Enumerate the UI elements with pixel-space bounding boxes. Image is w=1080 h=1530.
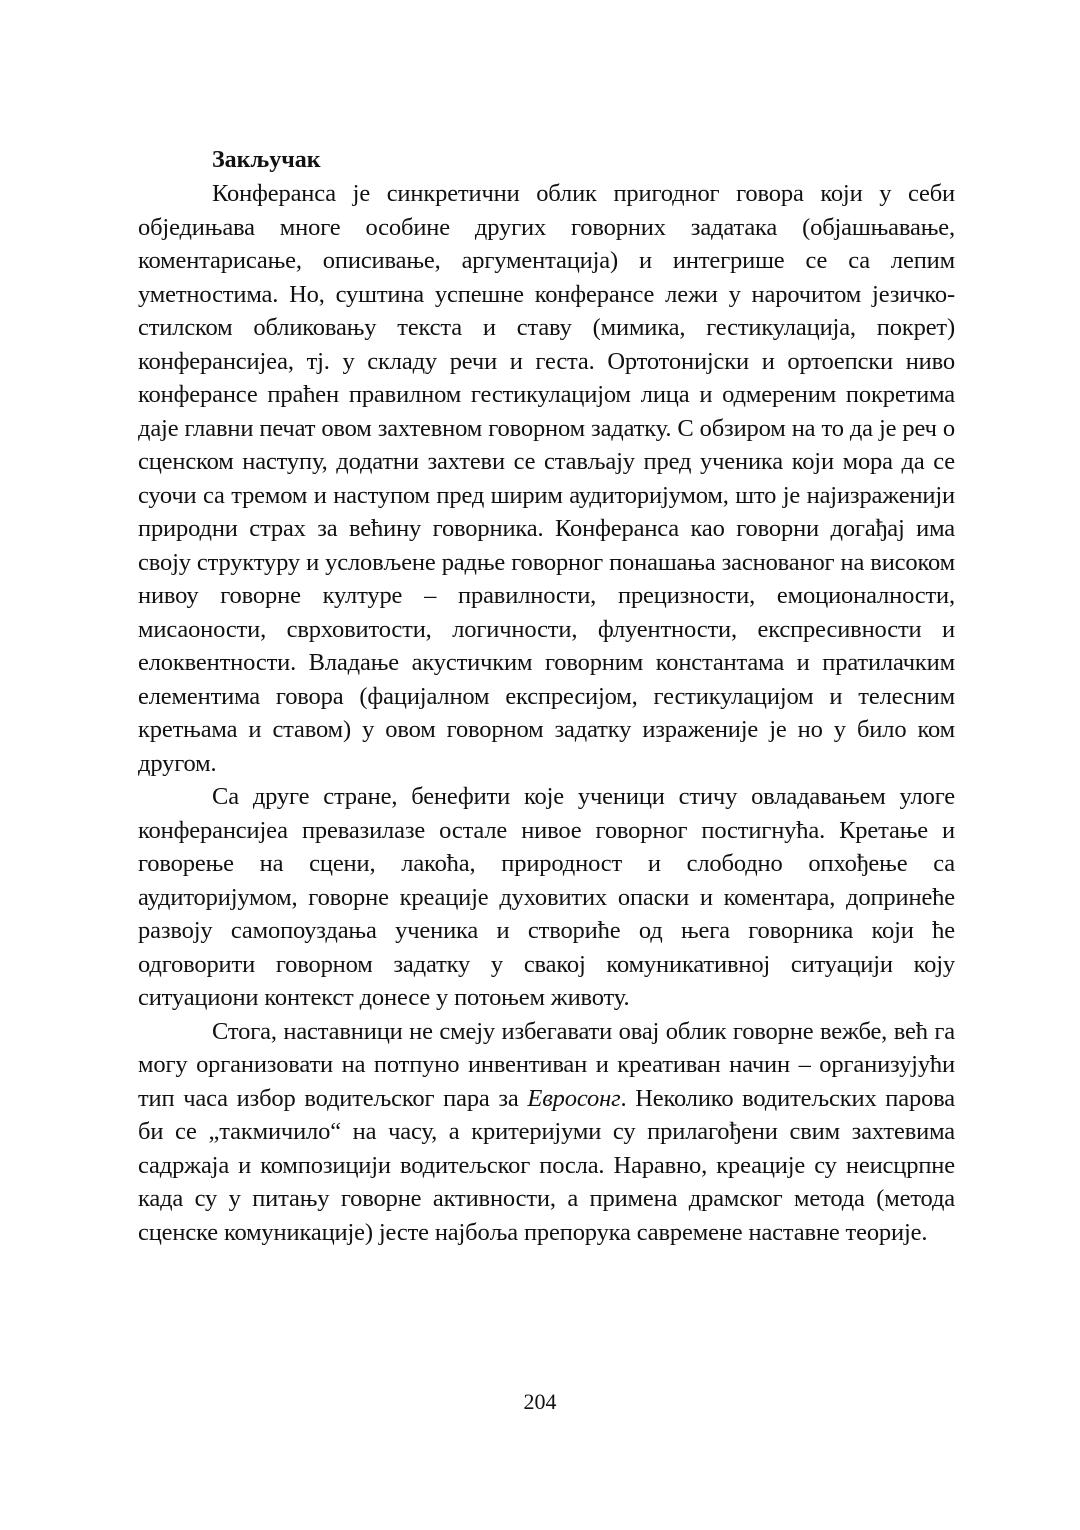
- paragraph-1: Конферанса је синкретични облик пригодног говора који у себи обједињава многе особине других говорних задатака (објашњавање, коментарисање, описивање, аргументација) и интегрише се са лепим уметностима. Но, суштина успешне конферансе лежи у нарочитом језичко-стилском обликовању текста и ставу (мимика, гестикулација, покрет) конферансијеа, тј. у складу речи и геста. Ортотонијски и ортоепски ниво конферансе праћен правилном гестикулацијом лица и одмереним покретима даје главни печат овом захтевном говорном задатку. С обзиром на то да је реч о сценском наступу, додатни захтеви се стављају пред ученика који мора да се суочи са тремом и наступом пред ширим аудиторијумом, што је најизраженији природни страх за већину говорника. Конферанса као говорни догађај има своју структуру и условљене радње говорног понашања заснованог на високом нивоу говорне културе – правилности, прецизности, емоционалности, мисаоности, сврховитости, логичности, флуентности, експресивности и елоквентности. Владање акустичким говорним константама и пратилачким елементима говора (фацијалном експресијом, гестикулацијом и телесним кретњама и ставом) у овом говорном задатку израженије је но у било ком другом.: [138, 180, 955, 777]
- page-body: [138, 143, 955, 1249]
- page-number: 204: [523, 1389, 557, 1414]
- paragraph-3-italic-term: Евросонг: [527, 1084, 621, 1112]
- paragraph-3: [138, 1015, 955, 1250]
- paragraph-3-text-after: . Неколико водитељских парова би се „такмичило“ на часу, а критеријуми су прилагођени свим захтевима садржаја и композицији водитељског посла. Наравно, креације су неисцрпне када су у питању говорне активности, а примена драмског метода (метода сценске комуникације) јесте најбоља препорука савремене наставне теорије.: [138, 1084, 955, 1246]
- paragraph-3-text-before: Стога, наставници не смеју избегавати овај облик говорне вежбе, већ га могу организовати на потпуно инвентиван и креативан начин – организујући тип часа избор водитељског пара за: [138, 1017, 955, 1112]
- paragraph-2: Са друге стране, бенефити које ученици стичу овладавањем улоге конферансијеа превазилазе остале нивое говорног постигнућа. Кретање и говорење на сцени, лакоћа, природност и слободно опхођење са аудиторијумом, говорне креације духовитих опаски и коментара, допринеће развоју самопоуздања ученика и створиће од њега говорника који ће одговорити говорном задатку у свакој комуникативној ситуацији коју ситуациони контекст донесе у потоњем животу.: [138, 783, 955, 1011]
- section-heading: Закључак: [212, 147, 321, 173]
